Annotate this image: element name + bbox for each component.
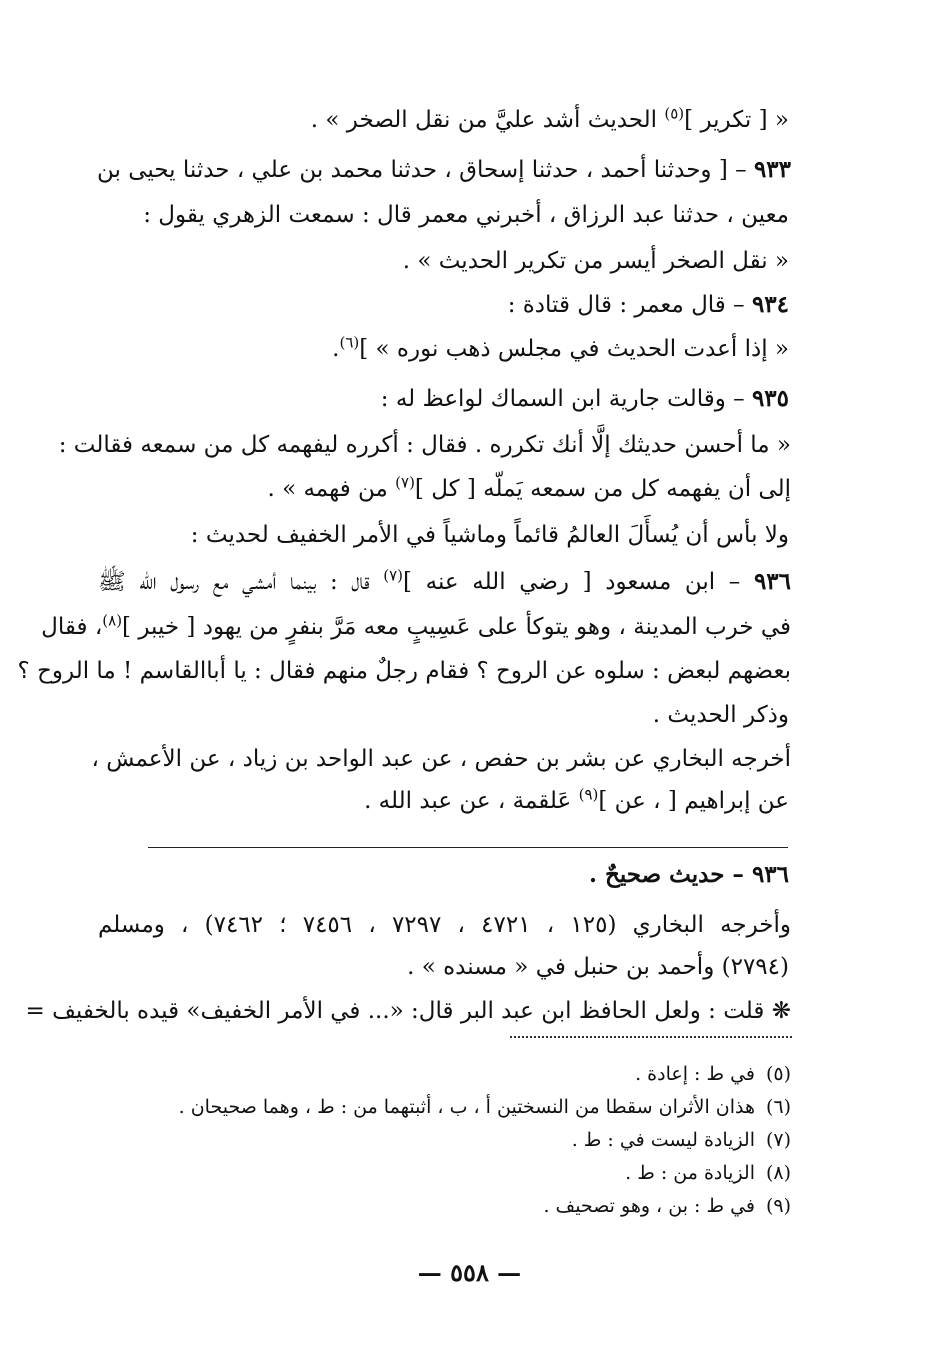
- footnote-6: (٦)هذان الأثران سقطا من النسختين أ ، ب ، أثبتهما من : ط ، وهما صحيحان .: [178, 1096, 791, 1118]
- footnote-ref[interactable]: (٥): [664, 104, 685, 123]
- footnote-ref[interactable]: (٧): [395, 473, 415, 492]
- footnote-7: (٧)الزيادة ليست في : ط .: [571, 1129, 791, 1151]
- hadith-number: ٩٣٥: [751, 385, 789, 412]
- footnote-5: (٥)في ط : إعادة .: [635, 1063, 791, 1085]
- footnote-8: (٨)الزيادة من : ط .: [625, 1162, 791, 1184]
- text-line-14: وذكر الحديث .: [652, 702, 789, 728]
- footnote-mark: (٦): [765, 1096, 791, 1118]
- text-line-16: عن إبراهيم [ ، عن ]$^{(٩)}$ عَلقمة ، عن عبد الله .: [364, 785, 789, 814]
- footnote-ref[interactable]: (٨): [102, 611, 123, 630]
- commentary-heading: ٩٣٦ – حديث صحيحٌ .: [588, 861, 789, 888]
- text-line-9: إلى أن يفهمه كل من سمعه يَملّه [ كل ]$^{(٧)}$ من فهمه » .: [267, 473, 791, 502]
- footnote-mark: (٩): [765, 1195, 791, 1217]
- footnote-ref[interactable]: (٩): [578, 785, 599, 804]
- footnote-mark: (٨): [765, 1162, 791, 1184]
- text-line-4: « نقل الصخر أيسر من تكرير الحديث » .: [402, 248, 789, 274]
- text-line-5: ٩٣٤ – قال معمر : قال قتادة :: [507, 291, 789, 318]
- hadith-number: ٩٣٤: [751, 291, 789, 318]
- text-line-8: « ما أحسن حديثك إلَّا أنك تكرره . فقال : أكرره ليفهمه كل من سمعه فقالت :: [58, 432, 791, 458]
- footnote-mark: (٥): [765, 1063, 791, 1085]
- text-line-13: بعضهم لبعض : سلوه عن الروح ؟ فقام رجلٌ منهم فقال : يا أباالقاسم ! ما الروح ؟: [17, 658, 791, 684]
- footnote-ref[interactable]: (٦): [339, 333, 360, 352]
- text-line-10: ولا بأس أن يُسأَلَ العالمُ قائماً وماشياً في الأمر الخفيف لحديث :: [190, 522, 789, 548]
- text-line-7: ٩٣٥ – وقالت جارية ابن السماك لواعظ له :: [380, 385, 789, 412]
- text-line-12: في خرب المدينة ، وهو يتوكأ على عَسِيبٍ معه مَرَّ بنفرٍ من يهود [ خيبر ]$^{(٨)}$، فقال: [41, 611, 791, 640]
- section-divider: [148, 847, 788, 848]
- text-line-6: « إذا أعدت الحديث في مجلس ذهب نوره » ]$^{(٦)}$.: [332, 333, 789, 362]
- hadith-number: ٩٣٣: [753, 156, 791, 183]
- text-line-11: ٩٣٦ – ابن مسعود [ رضي الله عنه ]$^{(٧)}$ قال : بينما أمشي مع رسول الله ﷺ: [98, 566, 791, 595]
- commentary-line-3: (٢٧٩٤) وأحمد بن حنبل في « مسنده » .: [407, 954, 789, 980]
- commentary-line-2: وأخرجه البخاري (١٢٥ ، ٤٧٢١ ، ٧٢٩٧ ، ٧٤٥٦ ؛ ٧٤٦٢) ، ومسلم: [98, 912, 792, 938]
- text-line-15: أخرجه البخاري عن بشر بن حفص ، عن عبد الواحد بن زياد ، عن الأعمش ،: [91, 746, 791, 772]
- footnote-mark: (٧): [765, 1129, 791, 1151]
- text-line-2: ٩٣٣ – [ وحدثنا أحمد ، حدثنا إسحاق ، حدثنا محمد بن علي ، حدثنا يحيى بن: [96, 156, 791, 183]
- hadith-number: ٩٣٦: [753, 568, 791, 595]
- page-number: — ٥٥٨ —: [417, 1258, 522, 1287]
- commentary-line-4: ❋ قلت : ولعل الحافظ ابن عبد البر قال: «... في الأمر الخفيف» قيده بالخفيف =: [25, 998, 791, 1024]
- text-line-1: « [ تكرير ]$^{(٥)}$ الحديث أشد عليَّ من نقل الصخر » .: [310, 104, 789, 133]
- text-line-3: معين ، حدثنا عبد الرزاق ، أخبرني معمر قال : سمعت الزهري يقول :: [143, 202, 789, 228]
- footnote-ref[interactable]: (٧): [383, 566, 404, 585]
- footnote-9: (٩)في ط : بن ، وهو تصحيف .: [543, 1195, 791, 1217]
- footnote-divider: [510, 1036, 792, 1038]
